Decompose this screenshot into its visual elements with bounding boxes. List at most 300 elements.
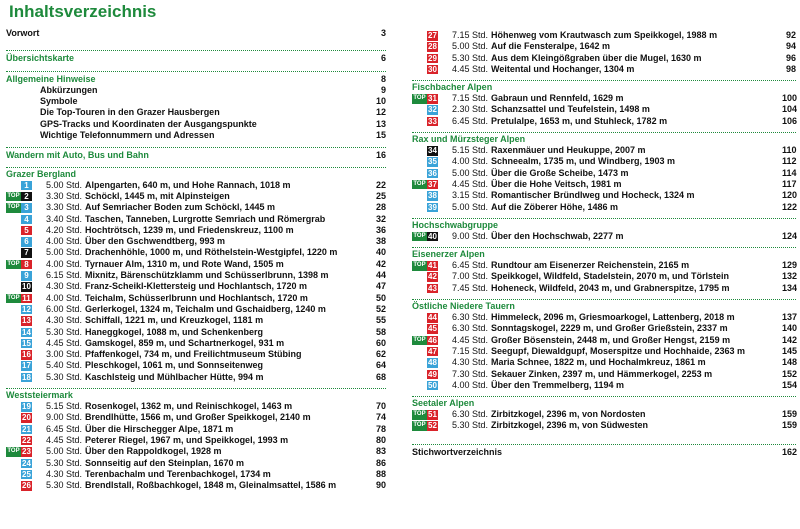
- tour-duration: 4.45 Std.: [452, 63, 489, 74]
- toc-entry[interactable]: [6, 53, 386, 64]
- tour-duration: 3.00 Std.: [46, 349, 83, 360]
- tour-number-badge: 49: [428, 369, 437, 379]
- tour-entry[interactable]: [6, 180, 386, 191]
- tour-name: Über die Hirschegger Alpe, 1871 m: [85, 423, 234, 434]
- tour-number-badge: 11: [22, 293, 31, 303]
- tour-duration: 7.45 Std.: [452, 282, 489, 293]
- divider: [6, 71, 386, 72]
- tour-entry[interactable]: [6, 327, 386, 338]
- page-number: 162: [782, 446, 798, 457]
- tour-title: [46, 304, 372, 315]
- page-number: 98: [785, 63, 796, 74]
- tour-duration: 4.45 Std.: [46, 337, 83, 348]
- tour-duration: 4.30 Std.: [46, 468, 83, 479]
- top-tour-badge: TOP: [412, 410, 427, 420]
- tour-entry[interactable]: [412, 93, 796, 104]
- tour-name: Speikkogel, Wildfeld, Stadelstein, 2070 m, und Törlstein: [491, 271, 729, 282]
- tour-name: Haneggkogel, 1088 m, und Schenkenberg: [85, 326, 264, 337]
- tour-duration: 9.00 Std.: [46, 412, 83, 423]
- tour-title: [452, 93, 782, 104]
- toc-entry-title: Die Top-Touren in den Grazer Hausbergen: [40, 107, 220, 118]
- section-heading: Seetaler Alpen: [412, 398, 796, 409]
- tour-duration: 5.15 Std.: [46, 401, 83, 412]
- page-number: 44: [375, 270, 386, 281]
- section-spacer: [6, 39, 386, 47]
- tour-duration: 6.15 Std.: [46, 270, 83, 281]
- tour-duration: 5.00 Std.: [46, 446, 83, 457]
- tour-number-badge: 39: [428, 202, 437, 212]
- tour-entry[interactable]: [6, 191, 386, 202]
- tour-entry[interactable]: [6, 247, 386, 258]
- tour-number-badge: 35: [428, 157, 437, 167]
- page-number: 78: [375, 423, 386, 434]
- tour-number-badge: 25: [22, 469, 31, 479]
- tour-duration: 7.15 Std.: [452, 30, 489, 40]
- toc-entry-title: Wichtige Telefonnummern und Adressen: [40, 130, 215, 141]
- tour-duration: 6.00 Std.: [46, 303, 83, 314]
- page-number: 60: [375, 337, 386, 348]
- tour-entry[interactable]: [6, 360, 386, 371]
- page-number: 74: [375, 412, 386, 423]
- toc-entry[interactable]: [6, 119, 386, 130]
- tour-number-badge: 44: [428, 313, 437, 323]
- tour-entry[interactable]: [412, 156, 796, 167]
- section-heading: Östliche Niedere Tauern: [412, 301, 796, 312]
- tour-name: Großer Bösenstein, 2448 m, und Großer Hengst, 2159 m: [491, 334, 731, 345]
- page-number: 148: [782, 357, 798, 368]
- top-tour-badge: TOP: [412, 336, 427, 346]
- page-number: 145: [782, 345, 798, 356]
- tour-number-badge: 6: [21, 237, 32, 247]
- tour-duration: 4.00 Std.: [46, 236, 83, 247]
- tour-name: Zirbitzkogel, 2396 m, von Nordosten: [491, 409, 646, 420]
- page-number: 38: [375, 236, 386, 247]
- tour-entry[interactable]: [6, 338, 386, 349]
- tour-entry[interactable]: [6, 458, 386, 469]
- tour-name: Über den Rappoldkogel, 1928 m: [85, 446, 222, 457]
- page-number: 16: [375, 150, 386, 161]
- page-number: 96: [785, 52, 796, 63]
- page-number: 132: [782, 271, 798, 282]
- tour-name: Romantischer Bründlweg und Hocheck, 1324 m: [491, 190, 695, 201]
- toc-entry-title: Übersichtskarte: [6, 53, 75, 64]
- toc-entry[interactable]: [6, 74, 386, 85]
- tour-number-badge: 41: [428, 261, 437, 271]
- tour-duration: 5.00 Std.: [452, 201, 489, 212]
- tour-name: Rosenkogel, 1362 m, und Reinischkogel, 1463 m: [85, 401, 293, 412]
- tour-number-badge: 40: [428, 231, 437, 241]
- tour-entry[interactable]: [6, 293, 386, 304]
- tour-title: [46, 191, 372, 202]
- page-number: 52: [375, 303, 386, 314]
- tour-entry[interactable]: [412, 41, 796, 52]
- tour-title: [452, 41, 782, 52]
- tour-entry[interactable]: [412, 190, 796, 201]
- tour-number-badge: 36: [428, 168, 437, 178]
- tour-entry[interactable]: [412, 168, 796, 179]
- tour-number-badge: 46: [428, 335, 437, 345]
- tour-name: Mixnitz, Bärenschützklamm und Schüsserlbrunn, 1398 m: [85, 270, 329, 281]
- page-number: 112: [782, 156, 797, 167]
- tour-duration: 5.30 Std.: [46, 480, 83, 491]
- tour-number-badge: 33: [428, 116, 437, 126]
- tour-duration: 5.00 Std.: [452, 167, 489, 178]
- tour-name: Franz-Scheikl-Klettersteig und Hochlantsch, 1720 m: [85, 281, 308, 292]
- tour-number-badge: 43: [428, 283, 437, 293]
- tour-entry[interactable]: [6, 304, 386, 315]
- tour-number-badge: 3: [21, 203, 32, 213]
- tour-name: Sonntagskogel, 2229 m, und Großer Grießstein, 2337 m: [491, 323, 728, 334]
- tour-title: [46, 401, 372, 412]
- tour-entry[interactable]: [412, 271, 796, 282]
- tour-number-badge: 18: [22, 372, 31, 382]
- tour-entry[interactable]: [412, 64, 796, 75]
- tour-duration: 7.15 Std.: [452, 345, 489, 356]
- tour-duration: 7.30 Std.: [452, 368, 489, 379]
- page-number: 100: [782, 93, 798, 104]
- tour-entry[interactable]: [412, 202, 796, 213]
- tour-entry[interactable]: [412, 323, 796, 334]
- tour-number-badge: 20: [22, 413, 31, 423]
- tour-entry[interactable]: [412, 369, 796, 380]
- page-number: 36: [375, 224, 386, 235]
- tour-number-badge: 24: [22, 458, 31, 468]
- page-number: 129: [782, 260, 798, 271]
- tour-title: [46, 281, 372, 292]
- tour-duration: 5.00 Std.: [46, 247, 83, 258]
- top-tour-badge: TOP: [412, 94, 427, 104]
- tour-title: [46, 180, 372, 191]
- tour-duration: 5.15 Std.: [452, 145, 489, 156]
- tour-entry[interactable]: [412, 116, 796, 127]
- tour-duration: 5.00 Std.: [46, 179, 83, 190]
- tour-title: [452, 357, 782, 368]
- page-number: 86: [375, 457, 386, 468]
- tour-number-badge: 51: [428, 410, 437, 420]
- tour-name: Himmeleck, 2096 m, Griesmoarkogel, Lattenberg, 2018 m: [491, 312, 735, 323]
- tour-entry[interactable]: [6, 270, 386, 281]
- tour-number-badge: 38: [428, 191, 437, 201]
- tour-entry[interactable]: [412, 335, 796, 346]
- section-spacer: [6, 141, 386, 144]
- tour-duration: 6.30 Std.: [452, 312, 489, 323]
- tour-entry[interactable]: [6, 412, 386, 423]
- tour-number-badge: 12: [22, 304, 31, 314]
- tour-title: [46, 412, 372, 423]
- tour-duration: 4.45 Std.: [452, 334, 489, 345]
- tour-number-badge: 14: [22, 327, 31, 337]
- toc-entry[interactable]: [6, 28, 386, 39]
- page-number: 120: [782, 190, 798, 201]
- tour-duration: 6.30 Std.: [452, 323, 489, 334]
- toc-entry[interactable]: [6, 107, 386, 118]
- tour-entry[interactable]: [6, 214, 386, 225]
- tour-entry[interactable]: [6, 349, 386, 360]
- tour-title: [452, 156, 782, 167]
- toc-entry[interactable]: [6, 85, 386, 96]
- tour-title: [452, 179, 782, 190]
- tour-title: [46, 225, 372, 236]
- tour-duration: 4.20 Std.: [46, 224, 83, 235]
- tour-name: Taschen, Tanneben, Lurgrotte Semriach und Römergrab: [85, 213, 326, 224]
- tour-entry[interactable]: [412, 312, 796, 323]
- tour-title: [452, 346, 782, 357]
- tour-name: Schöckl, 1445 m, mit Alpinsteigen: [85, 190, 230, 201]
- tour-entry[interactable]: [6, 259, 386, 270]
- tour-number-badge: 9: [21, 271, 32, 281]
- tour-entry[interactable]: [6, 281, 386, 292]
- page-number: 32: [375, 213, 386, 224]
- tour-name: Auf die Fensteralpe, 1642 m: [491, 41, 611, 52]
- toc-entry[interactable]: [6, 96, 386, 107]
- tour-number-badge: 13: [22, 316, 31, 326]
- page-number: 70: [375, 401, 386, 412]
- tour-name: Gabraun und Rennfeld, 1629 m: [491, 93, 624, 104]
- tour-title: [46, 446, 372, 457]
- tour-duration: 4.45 Std.: [46, 434, 83, 445]
- page-number: 9: [380, 84, 386, 95]
- tour-entry[interactable]: [412, 260, 796, 271]
- page-number: 62: [375, 349, 386, 360]
- tour-number-badge: 30: [428, 64, 437, 74]
- tour-entry[interactable]: [412, 420, 796, 431]
- toc-entry[interactable]: [6, 150, 386, 161]
- tour-entry[interactable]: [412, 179, 796, 190]
- page-number: 154: [782, 379, 798, 390]
- tour-duration: 6.45 Std.: [452, 115, 489, 126]
- page-number: 110: [782, 145, 797, 156]
- page-number: 88: [375, 468, 386, 479]
- tour-number-badge: 8: [21, 260, 32, 270]
- tour-entry[interactable]: [412, 380, 796, 391]
- toc-entry[interactable]: [412, 447, 796, 458]
- tour-name: Schiffall, 1221 m, und Kreuzkogel, 1181 m: [85, 315, 264, 326]
- tour-name: Kaschlsteig und Mühlbacher Hütte, 994 m: [85, 371, 264, 382]
- tour-number-badge: 26: [22, 481, 31, 491]
- tour-entry[interactable]: [412, 53, 796, 64]
- tour-title: [46, 458, 372, 469]
- tour-entry[interactable]: [6, 480, 386, 491]
- tour-number-badge: 42: [428, 272, 437, 282]
- tour-number-badge: 32: [428, 105, 437, 115]
- page-number: 137: [782, 312, 798, 323]
- tour-title: [452, 231, 782, 242]
- tour-title: [452, 116, 782, 127]
- page-number: 90: [375, 480, 386, 491]
- tour-name: Tyrnauer Alm, 1310 m, und Rote Wand, 1505 m: [85, 258, 284, 269]
- tour-entry[interactable]: [6, 236, 386, 247]
- tour-entry[interactable]: [412, 283, 796, 294]
- page-number: 80: [375, 434, 386, 445]
- tour-name: Über den Tremmelberg, 1194 m: [491, 379, 625, 390]
- tour-title: [46, 480, 372, 491]
- tour-name: Zirbitzkogel, 2396 m, von Südwesten: [491, 420, 649, 431]
- tour-name: Brendlstall, Roßbachkogel, 1848 m, Gleinalmsattel, 1586 m: [85, 480, 337, 491]
- tour-name: Brendlhütte, 1566 m, und Großer Speikkogel, 2140 m: [85, 412, 311, 423]
- top-tour-badge: TOP: [6, 260, 21, 270]
- tour-duration: 6.30 Std.: [452, 409, 489, 420]
- page-number: 42: [375, 258, 386, 269]
- page-number: 106: [782, 115, 798, 126]
- divider: [6, 50, 386, 51]
- top-tour-badge: TOP: [6, 447, 21, 457]
- tour-title: [46, 293, 372, 304]
- tour-title: [452, 409, 782, 420]
- tour-entry[interactable]: [412, 357, 796, 368]
- tour-name: Schneealm, 1735 m, und Windberg, 1903 m: [491, 156, 675, 167]
- tour-name: Alpengarten, 640 m, und Hohe Rannach, 1018 m: [85, 179, 291, 190]
- tour-name: Auf Semriacher Boden zum Schöckl, 1445 m: [85, 202, 276, 213]
- tour-number-badge: 28: [428, 42, 437, 52]
- page-number: 6: [380, 53, 386, 64]
- tour-title: [46, 236, 372, 247]
- tour-title: [46, 469, 372, 480]
- page-number: 92: [785, 30, 796, 40]
- tour-duration: 5.30 Std.: [452, 52, 489, 63]
- tour-duration: 5.40 Std.: [46, 360, 83, 371]
- tour-number-badge: 22: [22, 435, 31, 445]
- toc-entry-title: Symbole: [40, 96, 78, 107]
- divider: [412, 444, 796, 445]
- tour-entry[interactable]: [6, 315, 386, 326]
- tour-entry[interactable]: [412, 145, 796, 156]
- page-number: 104: [782, 104, 798, 115]
- tour-title: [46, 372, 372, 383]
- tour-name: Hochtrötsch, 1239 m, und Friedenskreuz, 1100 m: [85, 224, 294, 235]
- top-tour-badge: TOP: [412, 421, 427, 431]
- tour-title: [452, 260, 782, 271]
- tour-number-badge: 52: [428, 421, 437, 431]
- tour-entry[interactable]: [412, 104, 796, 115]
- page-number: 12: [375, 107, 386, 118]
- tour-number-badge: 31: [428, 94, 437, 104]
- page-number: 117: [782, 178, 797, 189]
- tour-name: Terenbachalm und Terenbachkogel, 1734 m: [85, 468, 271, 479]
- tour-title: [452, 323, 782, 334]
- tour-entry[interactable]: [6, 435, 386, 446]
- tour-title: [452, 104, 782, 115]
- page-number: 94: [785, 41, 796, 52]
- tour-duration: 3.30 Std.: [46, 202, 83, 213]
- tour-entry[interactable]: [6, 372, 386, 383]
- page-number: 3: [380, 28, 386, 38]
- top-tour-badge: TOP: [412, 261, 427, 271]
- tour-name: Weitental und Hochanger, 1304 m: [491, 63, 635, 74]
- tour-number-badge: 5: [21, 226, 32, 236]
- tour-duration: 4.30 Std.: [46, 315, 83, 326]
- tour-entry[interactable]: [6, 424, 386, 435]
- tour-number-badge: 15: [22, 338, 31, 348]
- tour-name: Drachenhöhle, 1000 m, und Röthelstein-Westgipfel, 1220 m: [85, 247, 338, 258]
- tour-entry[interactable]: [6, 446, 386, 457]
- toc-entry-title: Abkürzungen: [40, 84, 98, 95]
- tour-name: Rundtour am Eisenerzer Reichenstein, 2165 m: [491, 260, 690, 271]
- page-number: 64: [375, 360, 386, 371]
- tour-duration: 6.45 Std.: [46, 423, 83, 434]
- page-number: 134: [782, 282, 798, 293]
- tour-number-badge: 17: [22, 361, 31, 371]
- tour-entry[interactable]: [6, 225, 386, 236]
- tour-duration: 3.15 Std.: [452, 190, 489, 201]
- tour-number-badge: 29: [428, 53, 437, 63]
- tour-title: [46, 360, 372, 371]
- page-number: 8: [380, 73, 386, 84]
- tour-name: Gerlerkogel, 1324 m, Teichalm und Gschaidberg, 1240 m: [85, 303, 326, 314]
- tour-entry[interactable]: [412, 409, 796, 420]
- page-number: 122: [782, 201, 798, 212]
- tour-duration: 7.00 Std.: [452, 271, 489, 282]
- tour-number-badge: 47: [428, 346, 437, 356]
- tour-title: [452, 283, 782, 294]
- tour-entry[interactable]: [6, 401, 386, 412]
- tour-entry[interactable]: [6, 202, 386, 213]
- page-number: 40: [375, 247, 386, 258]
- top-tour-badge: TOP: [412, 180, 427, 190]
- tour-title: [46, 435, 372, 446]
- tour-duration: 9.00 Std.: [452, 230, 489, 241]
- tour-title: [452, 145, 782, 156]
- tour-name: Über den Gschwendtberg, 993 m: [85, 236, 226, 247]
- tour-title: [452, 53, 782, 64]
- tour-number-badge: 19: [22, 402, 31, 412]
- tour-name: Sonnseitig auf den Steinplan, 1670 m: [85, 457, 245, 468]
- tour-entry[interactable]: [412, 30, 796, 41]
- tour-name: Hoheneck, Wildfeld, 2043 m, und Grabnerspitze, 1795 m: [491, 282, 730, 293]
- page-number: 68: [375, 371, 386, 382]
- tour-duration: 4.00 Std.: [452, 379, 489, 390]
- tour-entry[interactable]: [412, 231, 796, 242]
- tour-name: Peterer Riegel, 1967 m, und Speikkogel, 1993 m: [85, 434, 289, 445]
- tour-title: [46, 270, 372, 281]
- tour-name: Über die Große Scheibe, 1473 m: [491, 167, 629, 178]
- toc-entry[interactable]: [6, 130, 386, 141]
- tour-number-badge: 10: [22, 282, 31, 292]
- tour-number-badge: 23: [22, 447, 31, 457]
- top-tour-badge: TOP: [6, 192, 21, 202]
- tour-duration: 5.30 Std.: [452, 420, 489, 431]
- top-tour-badge: TOP: [412, 232, 427, 242]
- tour-name: Seegupf, Diewaldgupf, Moserspitze und Hochhaide, 2363 m: [491, 345, 746, 356]
- tour-number-badge: 45: [428, 324, 437, 334]
- page-number: 58: [375, 326, 386, 337]
- tour-title: [46, 247, 372, 258]
- tour-entry[interactable]: [6, 469, 386, 480]
- tour-title: [46, 424, 372, 435]
- tour-name: Schanzsattel und Teufelstein, 1498 m: [491, 104, 650, 115]
- tour-number-badge: 4: [21, 215, 32, 225]
- top-tour-badge: TOP: [6, 294, 21, 304]
- tour-number-badge: 50: [428, 380, 437, 390]
- tour-title: [452, 64, 782, 75]
- section-spacer: [6, 65, 386, 68]
- page-number: 83: [375, 446, 386, 457]
- tour-title: [452, 30, 782, 41]
- tour-title: [452, 335, 782, 346]
- tour-duration: 3.30 Std.: [46, 190, 83, 201]
- tour-duration: 4.30 Std.: [46, 281, 83, 292]
- tour-duration: 4.45 Std.: [452, 178, 489, 189]
- page-number: 142: [782, 334, 798, 345]
- tour-name: Raxenmäuer und Heukuppe, 2007 m: [491, 145, 646, 156]
- tour-name: Sekauer Zinken, 2397 m, und Hämmerkogel, 2253 m: [491, 368, 713, 379]
- page-number: 152: [782, 368, 798, 379]
- tour-number-badge: 34: [428, 146, 437, 156]
- page-number: 55: [375, 315, 386, 326]
- tour-entry[interactable]: [412, 346, 796, 357]
- tour-duration: 6.45 Std.: [452, 260, 489, 271]
- divider: [6, 147, 386, 148]
- page-number: 50: [375, 292, 386, 303]
